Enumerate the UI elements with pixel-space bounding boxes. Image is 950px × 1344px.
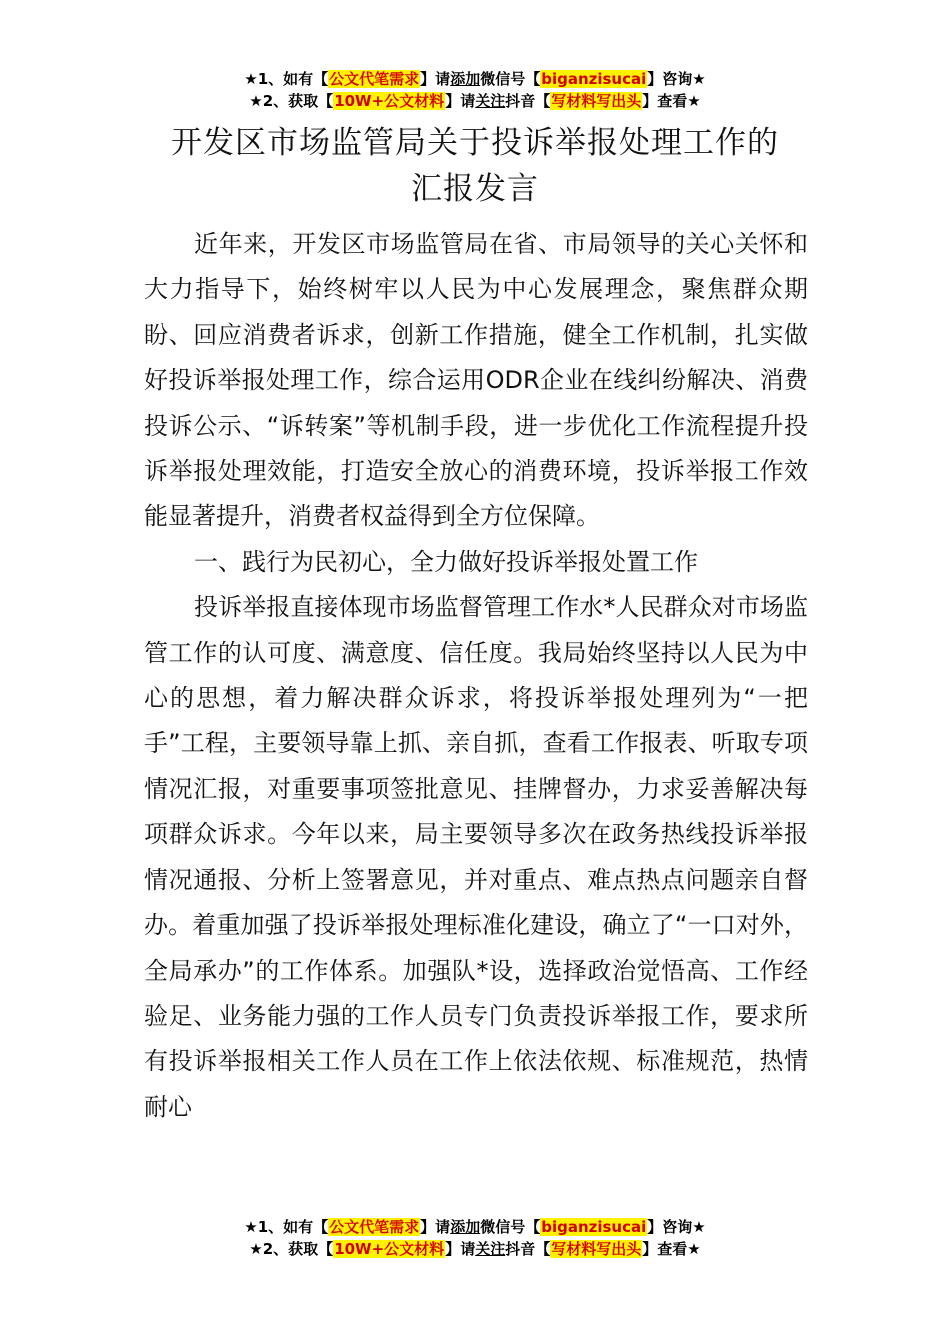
banner-text: ★2、获取【: [249, 1240, 334, 1258]
banner-text: 】查看★: [642, 92, 701, 110]
banner-text: ★1、如有【: [244, 1218, 329, 1236]
document-title-line-2: 汇报发言: [411, 171, 539, 207]
banner-highlight-materials: 10W+公文材料: [334, 92, 445, 110]
document-title: [100, 120, 850, 212]
section-heading-1: 一、践行为民初心，全力做好投诉举报处置工作: [194, 547, 698, 576]
banner-highlight-materials: 10W+公文材料: [334, 1240, 445, 1258]
banner-text: 】请: [445, 1240, 476, 1258]
footer-banner-line-1: [0, 1216, 950, 1238]
paragraph-section-1: 投诉举报直接体现市场监督管理工作水*人民群众对市场监管工作的认可度、满意度、信任度。我局始终坚持以人民为中心的思想，着力解决群众诉求，将投诉举报处理列为“一把手”工程，主要领导靠上抓、亲自抓，查看工作报表、听取专项情况汇报，对重要事项签批意见、挂牌督办，力求妥善解决每项群众诉求。今年以来，局主要领导多次在政务热线投诉举报情况通报、分析上签署意见，并对重点、难点热点问题亲自督办。着重加强了投诉举报处理标准化建设，确立了“一口对外，全局承办”的工作体系。加强队*设，选择政治觉悟高、工作经验足、业务能力强的工作人员专门负责投诉举报工作，要求所有投诉举报相关工作人员在工作上依法依规、标准规范，热情耐心: [144, 593, 808, 1121]
banner-emphasis: 添加: [450, 70, 481, 88]
banner-text: 抖音【: [505, 92, 551, 110]
banner-text: 微信号【: [480, 1218, 541, 1236]
banner-text: 抖音【: [505, 1240, 551, 1258]
banner-text: 】咨询★: [647, 1218, 706, 1236]
banner-text: 】请: [445, 92, 476, 110]
banner-emphasis: 添加: [450, 1218, 481, 1236]
header-banner-line-2: [0, 90, 950, 112]
banner-emphasis: 关注: [475, 92, 506, 110]
document-title-line-1: 开发区市场监管局关于投诉举报处理工作的: [171, 125, 779, 161]
banner-highlight-service: 公文代笔需求: [329, 1218, 420, 1236]
banner-text: ★1、如有【: [244, 70, 329, 88]
banner-highlight-douyin: 写材料写出头: [551, 1240, 642, 1258]
banner-text: 】咨询★: [647, 70, 706, 88]
footer-banner: [0, 1216, 950, 1260]
banner-text: 微信号【: [480, 70, 541, 88]
document-body: [144, 222, 808, 1130]
banner-highlight-wechat-id: biganzisucai: [541, 1218, 647, 1236]
banner-emphasis: 关注: [475, 1240, 506, 1258]
header-banner-line-1: [0, 68, 950, 90]
banner-highlight-douyin: 写材料写出头: [551, 92, 642, 110]
paragraph-intro: 近年来，开发区市场监管局在省、市局领导的关心关怀和大力指导下，始终树牢以人民为中心发展理念，聚焦群众期盼、回应消费者诉求，创新工作措施，健全工作机制，扎实做好投诉举报处理工作，综合运用ODR企业在线纠纷解决、消费投诉公示、“诉转案”等机制手段，进一步优化工作流程提升投诉举报处理效能，打造安全放心的消费环境，投诉举报工作效能显著提升，消费者权益得到全方位保障。: [144, 230, 808, 531]
header-banner: [0, 68, 950, 112]
footer-banner-line-2: [0, 1238, 950, 1260]
banner-highlight-service: 公文代笔需求: [329, 70, 420, 88]
banner-text: 】请: [420, 70, 451, 88]
banner-text: 】请: [420, 1218, 451, 1236]
banner-text: 】查看★: [642, 1240, 701, 1258]
banner-text: ★2、获取【: [249, 92, 334, 110]
banner-highlight-wechat-id: biganzisucai: [541, 70, 647, 88]
